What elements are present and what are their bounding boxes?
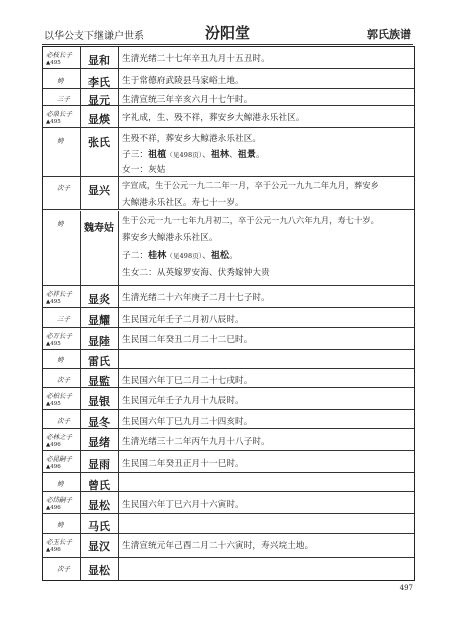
relation-cell [43,69,81,88]
person-name: 显汉 [88,540,110,553]
name-cell [80,47,119,68]
name-cell [80,451,119,472]
description-text: 葬安乡大鲸港永乐社区。 [122,232,218,243]
person-name: 雷氏 [88,355,110,369]
person-name: 显陸 [88,335,110,349]
table-row [43,558,414,580]
son-name: 祖景 [237,150,256,161]
relation-cell [43,47,81,68]
name-cell [80,369,119,387]
page-reference: ▲495 [46,400,61,407]
page-number: 497 [399,584,413,592]
description-text: 生民国六年丁巳六月十六寅时。 [122,500,244,510]
person-name: 显兴 [88,183,110,197]
genealogy-table [42,46,415,581]
relation-cell [43,308,81,327]
table-row [43,514,414,534]
relation-label: 必万长子 [46,332,72,341]
daughters-line: 生女二：从英嫁罗安海、伏秀嫁钟大贵 [122,267,270,278]
relation-label: 三子 [57,95,70,103]
relation-label: 次子 [57,565,70,573]
person-name: 李氏 [88,75,110,89]
name-cell [80,308,119,327]
relation-cell [43,410,81,428]
person-name: 显煐 [88,113,110,127]
relation-cell [43,451,81,472]
table-row [43,308,414,328]
relation-label: 次子 [57,375,70,384]
person-name: 显银 [88,394,110,408]
son-name: 祖林 [210,150,230,161]
table-row [43,89,414,106]
relation-cell [43,388,81,409]
name-cell [80,106,119,127]
relation-label: 必柏长子 [46,391,72,400]
description-text: 字礼成，生、殁不祥，葬安乡大鲸港永乐社区。 [122,113,305,124]
page-reference: （见498页） [166,251,203,260]
relation-label: 必昆嗣子 [46,454,72,463]
person-name: 马氏 [88,519,110,533]
description-text: 生民国六年丁巳九月二十四亥时。 [122,416,253,427]
table-row [43,328,414,350]
table-row [43,69,414,89]
description-text: 生殁不祥，葬安乡大鲸港永乐社区。 [122,134,262,145]
table-row [43,128,414,176]
table-row [43,473,414,492]
description-text: 生清光绪三十二年丙午九月十八子时。 [122,436,270,447]
description-text: 字宣成，生于公元一九二二年一月，卒于公元一九九二年九月，葬安乡 [122,179,379,190]
relation-label: 次子 [57,183,70,192]
page-reference: ▲495 [46,341,61,348]
name-cell [80,177,119,210]
name-cell [80,211,119,286]
table-row [43,177,414,211]
header-rule [42,44,413,45]
page-reference: （见498页） [166,151,203,160]
header-book-title: 郭氏族谱 [367,28,411,41]
person-name: 显绪 [88,435,110,449]
person-name: 显松 [88,564,110,577]
name-cell [80,558,119,580]
header-hall-name: 汾阳堂 [204,24,250,42]
page-reference: ▲496 [46,463,61,470]
relation-cell [43,350,81,367]
name-cell [80,328,119,349]
name-cell [80,410,119,428]
relation-label: 次子 [57,416,70,425]
name-cell [80,514,119,533]
name-cell [80,473,119,491]
name-cell [80,286,119,307]
table-row [43,410,414,429]
relation-cell [43,534,81,557]
relation-label: 必泉长子 [46,110,72,119]
table-row [43,211,414,287]
description-text: 生清宣统元年己酉二月二十六寅时，寿兴垸土地。 [122,541,314,551]
person-name: 显監 [88,374,110,388]
relation-cell [43,211,81,286]
relation-cell [43,128,81,175]
person-name: 曾氏 [88,478,110,492]
person-name: 魏寿姑 [84,222,114,234]
page-reference: ▲495 [46,60,61,66]
description-text: 大鲸港永乐社区。寿七十一岁。 [122,197,244,208]
table-row [43,47,414,69]
person-name: 显冬 [88,415,110,429]
relation-label: 三子 [57,315,70,324]
description-text: 生民国二年癸丑正月十一巳时。 [122,458,244,469]
page-header [42,24,413,44]
relation-label: 必玉长子 [46,538,72,546]
description-text: 生清光绪二十七年辛丑九月十五丑时。 [122,54,270,64]
relation-cell [43,177,81,210]
table-row [43,106,414,128]
table-row [43,369,414,388]
relation-cell [43,89,81,105]
page-reference: ▲496 [46,441,61,448]
table-row [43,451,414,473]
page-reference: ▲496 [46,547,61,553]
person-name: 显松 [88,499,110,512]
table-row [43,429,414,451]
relation-label: 必枝长子 [46,51,72,59]
table-row [43,350,414,368]
table-row [43,492,414,514]
description-text: 生民国二年癸丑二月二十二巳时。 [122,335,253,346]
relation-label: 娉 [57,76,64,85]
description-text: 生清宣统三年辛亥六月十七午时。 [122,95,253,105]
relation-label: 娉 [57,356,64,365]
page-reference: ▲495 [46,299,61,306]
relation-cell [43,429,81,450]
relation-label: 必岱嗣子 [46,496,72,504]
person-name: 显雨 [88,457,110,471]
relation-cell [43,286,81,307]
sons-line: 子三：祖植（见498页）、祖林、祖景。 [122,150,265,161]
page-reference: ▲495 [46,119,61,126]
relation-label: 必林之子 [46,432,72,441]
table-row [43,388,414,410]
relation-label: 娉 [57,479,64,488]
name-cell [80,492,119,513]
relation-cell [43,369,81,387]
name-cell [80,128,119,175]
table-row [43,534,414,558]
relation-cell [43,328,81,349]
son-name: 祖植 [148,150,167,161]
relation-cell [43,473,81,491]
description-text: 生民国元年壬子九月十九辰时。 [122,395,244,406]
name-cell [80,89,119,105]
person-name: 显耀 [88,314,110,328]
name-cell [80,69,119,88]
daughters-line: 女一：灰姑 [122,165,166,176]
name-cell [80,350,119,367]
person-name: 张氏 [88,136,110,150]
description-text: 生民国六年丁巳二月二十七戌时。 [122,375,253,386]
relation-label: 娉 [57,137,64,146]
name-cell [80,388,119,409]
description-text: 生于公元一九一七年九月初二，卒于公元一九八六年九月，寿七十岁。 [122,214,379,225]
relation-cell [43,106,81,127]
person-name: 显和 [88,54,110,67]
relation-label: 娉 [57,520,64,529]
person-name: 显元 [88,94,110,107]
sons-line: 子二：桂林（见498页）、祖松。 [122,250,238,261]
header-lineage-title: 以华公支下继谦户世系 [44,31,144,42]
relation-cell [43,514,81,533]
relation-label: 娉 [57,219,64,228]
relation-cell [43,492,81,513]
page-reference: ▲496 [46,505,61,511]
person-name: 显炎 [88,293,110,307]
description-text: 生于常德府武陵县马家峪土地。 [122,75,244,86]
description-text: 生清光绪二十六年庚子二月十七子时。 [122,293,270,304]
son-name: 祖松 [210,250,230,261]
name-cell [80,429,119,450]
description-text: 生民国元年壬子二月初八辰时。 [122,315,244,326]
relation-label: 必祥长子 [46,290,72,299]
table-row [43,286,414,308]
son-name: 桂林 [148,250,167,261]
name-cell [80,534,119,557]
relation-cell [43,558,81,580]
